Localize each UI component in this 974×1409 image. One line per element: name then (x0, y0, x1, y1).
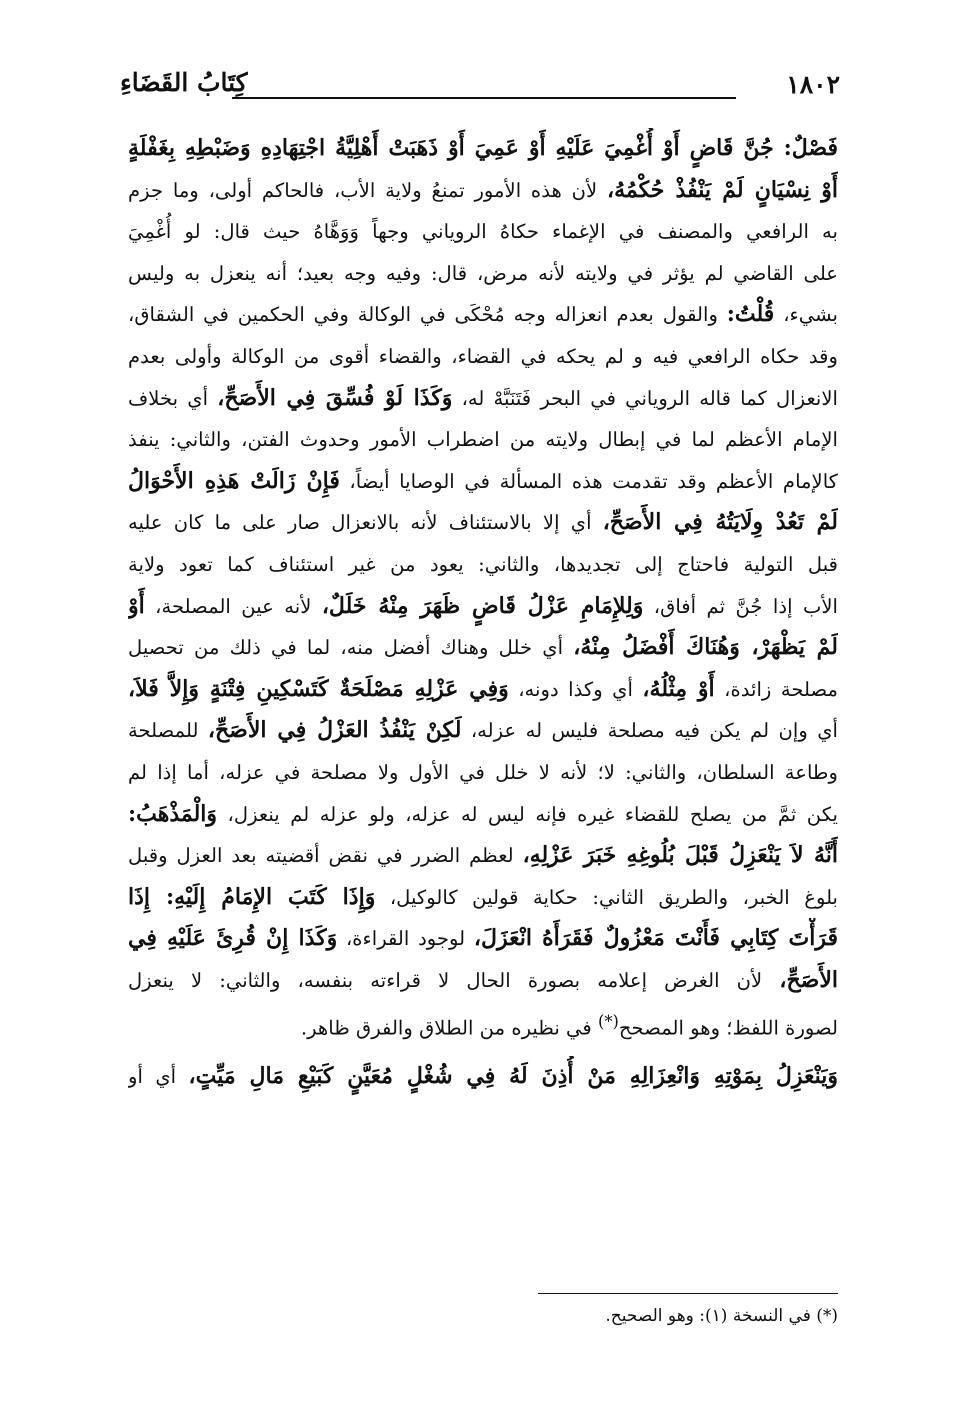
matn-text: قُلْتُ: (726, 301, 775, 328)
matn-text: لَكِنْ يَنْفُذُ العَزْلُ فِي الأَصَحِّ، (207, 717, 462, 744)
text-line (128, 669, 838, 711)
sharh-text: به الرافعي والمصنف في الإغماء حكاهُ الروياني وجهاً وَوَهَّاهُ حيث قال: لو أُغْمِيَ (128, 220, 838, 244)
matn-text: وَيَنْعَزِلُ بِمَوْتِهِ وَانْعِزَالِهِ مَنْ أُذِنَ لَهُ فِي شُغْلٍ مُعَيَّنٍ كَبَيْعِ مَالِ مَيِّتٍ، (188, 1062, 838, 1089)
matn-text: وَالْمَذْهَبُ: (128, 800, 218, 827)
text-line (128, 502, 838, 544)
footnote-separator (538, 1293, 838, 1294)
matn-text: لَمْ يَظْهَرْ، وَهُنَاكَ أَفْضَلُ مِنْهُ، (573, 634, 838, 661)
text-line (128, 794, 838, 836)
matn-text: أَنَّهُ لاَ يَنْعَزِلُ قَبْلَ بُلُوغِهِ خَبَرَ عَزْلِهِ، (522, 842, 838, 869)
sharh-text: لأن هذه الأمور تمنعُ ولاية الأب، فالحاكم أولى، وما جزم (128, 178, 607, 202)
text-line (128, 1001, 838, 1049)
matn-text: أَوْ نِسْيَانٍ لَمْ يَنْفُذْ حُكْمُهُ، (606, 176, 838, 203)
text-line (128, 294, 838, 336)
text-line (128, 586, 838, 628)
text-line (128, 253, 838, 295)
matn-text: الأَصَحِّ، (779, 966, 838, 993)
sharh-text: مصلحة زائدة، (714, 677, 838, 701)
matn-text: قَرَأْتَ كِتَابِي فَأَنْتَ مَعْزُولٌ فَقَرَأَهُ انْعَزَلَ، (473, 925, 838, 952)
matn-text: أَوْ (128, 592, 145, 619)
matn-text: فَصْلٌ: جُنَّ قَاضٍ أَوْ أُغْمِيَ عَلَيْهِ أَوْ عَمِيَ أَوْ ذَهَبَتْ أَهْلِيَّةُ اجْتِهَادِهِ وَضَبْطِهِ بِغَفْلَةٍ (128, 135, 838, 161)
matn-text: وَكَذَا إِنْ قُرِئَ عَلَيْهِ فِي (128, 925, 338, 952)
sharh-text: يكن ثمَّ من يصلح للقضاء غيره فإنه ليس له عزله، ولو عزله لم ينعزل، (217, 802, 838, 826)
page-header (120, 70, 840, 102)
sharh-text: بلوغ الخبر، والطريق الثاني: حكاية قولين كالوكيل، (375, 885, 838, 909)
text-line (128, 918, 838, 960)
sharh-text: لأنه عين المصلحة، (144, 594, 322, 618)
matn-text: وَإِذَا كَتَبَ الإِمَامُ إِلَيْهِ: إِذَا (128, 883, 376, 910)
sharh-text: وطاعة السلطان، والثاني: لا؛ لأنه لا خلل في الأول ولا مصلحة في عزله، أما إذا لم (128, 760, 838, 784)
sharh-text: أي إلا بالاستئناف لأنه بالانعزال صار على ما كان عليه (128, 511, 603, 535)
text-line (128, 211, 838, 253)
sharh-text: الأب إذا جُنَّ ثم أفاق، (643, 594, 838, 618)
text-line (128, 710, 838, 752)
matn-text: وَكَذَا لَوْ فُسِّقَ فِي الأَصَحِّ، (217, 384, 453, 411)
text-line (128, 419, 838, 461)
sharh-text: لوجود القراءة، (337, 927, 474, 951)
sharh-text: كالإمام الأعظم وقد تقدمت هذه المسألة في الوصايا أيضاً، (339, 469, 838, 493)
sharh-text: في نظيره من الطلاق والفرق ظاهر. (300, 1017, 598, 1040)
sharh-text: أي خلل وهناك أفضل منه، لما في ذلك من تحصيل (128, 636, 574, 660)
sharh-text: أي وكذا دونه، (508, 677, 643, 701)
text-line (128, 835, 838, 877)
text-line (128, 336, 838, 378)
text-line (128, 752, 838, 794)
sharh-text: لعظم الضرر في نقض أقضيته بعد العزل وقبل (128, 844, 523, 868)
text-line (128, 877, 838, 919)
text-line (128, 461, 838, 503)
text-line (128, 378, 838, 420)
matn-text: وَلِلإِمَامِ عَزْلُ قَاضٍ ظَهَرَ مِنْهُ خَلَلٌ، (321, 592, 644, 619)
text-line (128, 960, 838, 1002)
footnote-ref: (*) (598, 1012, 619, 1032)
matn-text: لَمْ تَعُدْ وِلَايَتُهُ فِي الأَصَحِّ، (602, 509, 838, 536)
sharh-text: بشيء، (774, 303, 838, 327)
matn-text: وَفِي عَزْلِهِ مَصْلَحَةٌ كَتَسْكِينِ فِتْنَةٍ وَإِلاَّ فَلاَ، (128, 675, 509, 702)
book-title: كِتَابُ القَضَاءِ (120, 68, 248, 97)
text-line (128, 170, 838, 212)
matn-text: فَإِنْ زَالَتْ هَذِهِ الأَحْوَالُ (128, 467, 340, 494)
sharh-text: أي بخلاف (128, 386, 218, 410)
sharh-text: أي أو (128, 1064, 189, 1088)
sharh-text: الإمام الأعظم لما في إبطال ولايته من اضطراب الأمور وحدوث الفتن، والثاني: ينفذ (128, 428, 838, 452)
footnote (605, 1306, 838, 1326)
sharh-text: أي وإن لم يكن فيه مصلحة فليس له عزله، (461, 719, 838, 743)
sharh-text: قبل التولية فاحتاج إلى تجديدها، والثاني: يعود من غير استئناف كما تعود ولاية (128, 552, 838, 576)
main-text-body (128, 128, 838, 1097)
text-line (128, 544, 838, 586)
text-line (128, 1056, 838, 1098)
header-rule (232, 97, 736, 99)
sharh-text: للمصلحة (128, 719, 208, 743)
footnote-text: في النسخة (١): وهو الصحيح. (605, 1306, 811, 1326)
sharh-text: لصورة اللفظ؛ وهو المصحح (618, 1017, 838, 1040)
matn-text: أَوْ مِثْلُهُ، (642, 675, 715, 702)
sharh-text: الانعزال كما قاله الروياني في البحر فَتَنَبَّهْ له، (452, 386, 838, 410)
text-line (128, 128, 838, 170)
page-number: ١٨٠٢ (786, 70, 840, 99)
footnote-marker: (*) (816, 1306, 838, 1326)
sharh-text: والقول بعدم انعزاله وجه مُحْكَى في الوكالة وفي الحكمين في الشقاق، (128, 303, 727, 327)
sharh-text: على القاضي لم يؤثر في ولايته لأنه مرض، قال: وفيه وجه بعيد؛ أنه ينعزل به وليس (128, 261, 838, 285)
text-line (128, 627, 838, 669)
sharh-text: وقد حكاه الرافعي فيه و لم يحكه في القضاء، والقضاء أقوى من الوكالة وأولى بعدم (128, 344, 838, 368)
sharh-text: لأن الغرض إعلامه بصورة الحال لا قراءته بنفسه، والثاني: لا ينعزل (128, 968, 780, 992)
